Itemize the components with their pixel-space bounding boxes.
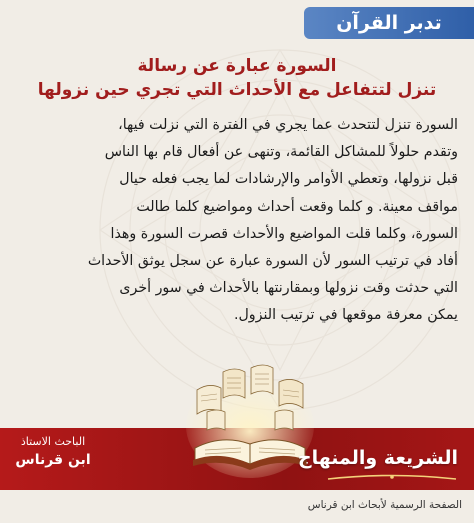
body-line: وتقدم حلولاً للمشاكل القائمة، وتنهى عن أفعال قام بها الناس [104, 144, 458, 161]
heading-line-1: السورة عبارة عن رسالة [137, 56, 337, 76]
author-credit [10, 434, 96, 482]
body-line: مواقف معينة. و كلما وقعت أحداث ومواضيع كلما طالت [136, 198, 458, 215]
body-line: يمكن معرفة موقعها في ترتيب النزول. [233, 307, 458, 324]
footer-note: الصفحة الرسمية لأبحاث ابن قرناس [307, 499, 462, 511]
article-body [18, 112, 458, 330]
body-line: السورة تنزل لتتحدث عما يجري في الفترة التي نزلت فيها، [118, 117, 458, 133]
body-line: قبل نزولها، وتعطي الأوامر والإرشادات لما يجب فعله حيال [119, 171, 458, 188]
section-badge [304, 7, 474, 39]
author-name: ابن قرناس [15, 452, 91, 468]
author-role: الباحث الاستاذ [20, 435, 86, 448]
brand-title: الشريعة والمنهاج [297, 447, 458, 469]
brand-underline-ornament [326, 474, 458, 484]
section-title: تدبر القرآن [336, 12, 442, 34]
heading-line-2: تنزل لتتفاعل مع الأحداث التي تجري حين نزولها [37, 80, 437, 100]
body-line: أفاد في ترتيب السور لأن السورة عبارة عن سجل يوثق الأحداث [87, 253, 458, 270]
body-line: السورة، وكلما قلت المواضيع والأحداث قصرت السورة وهذا [110, 225, 458, 242]
body-line: التي حدثت وقت نزولها وبمقارنتها بالأحداث في سور أخرى [119, 280, 458, 297]
